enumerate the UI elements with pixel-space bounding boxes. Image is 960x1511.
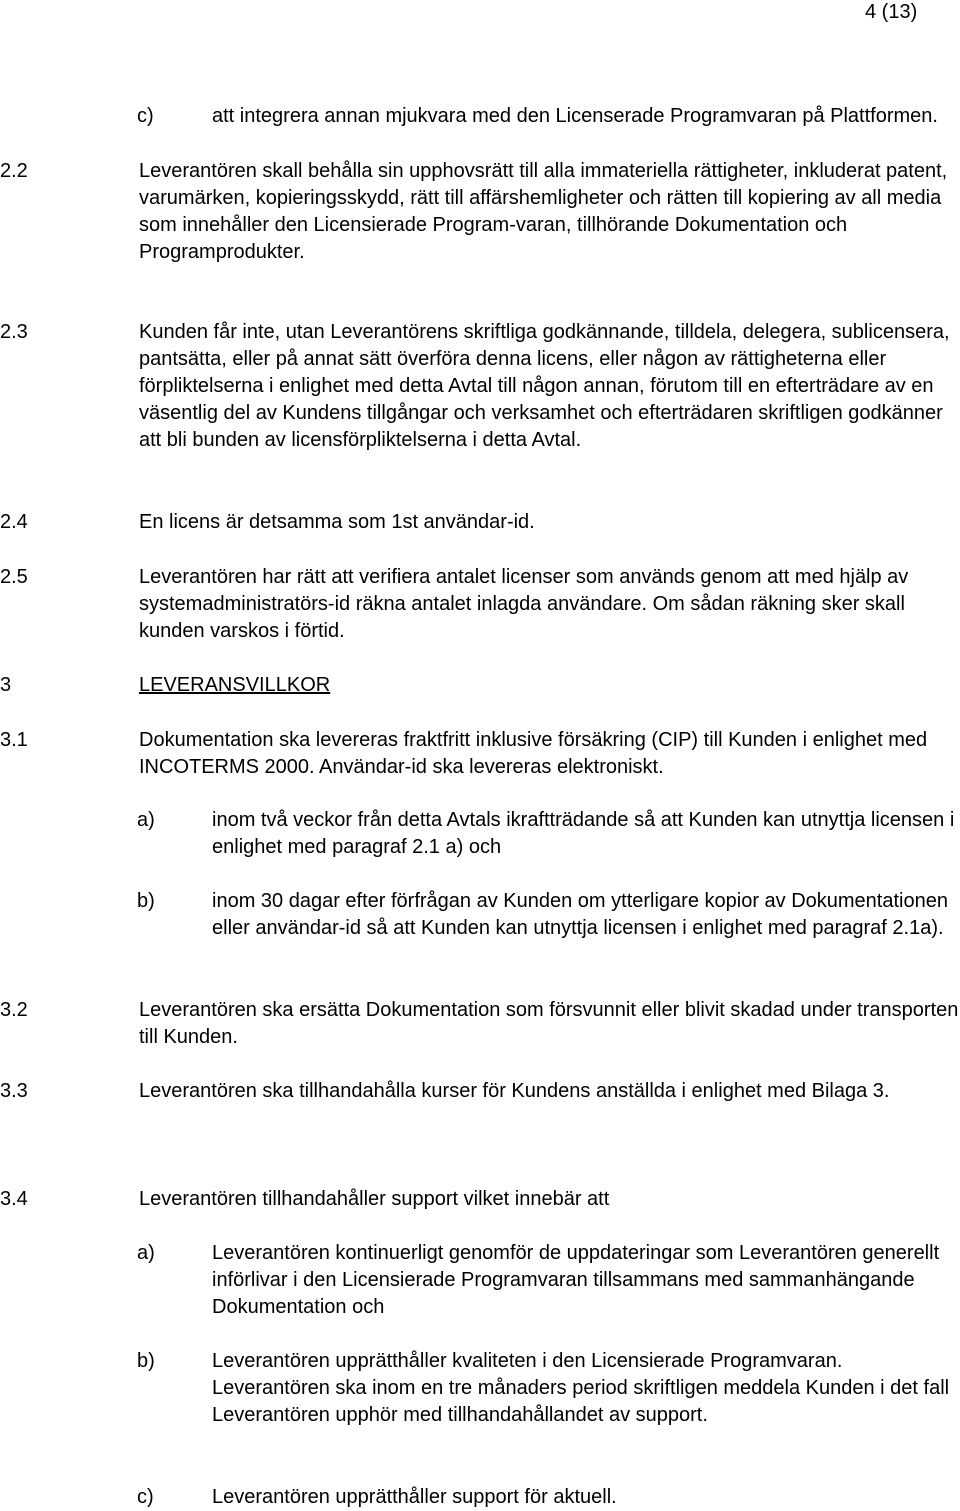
section-3-4 (0, 1186, 960, 1213)
item-text: Leverantören upprätthåller support för aktuell. (212, 1486, 617, 1508)
section-text: Leverantören ska ersätta Dokumentation som försvunnit eller blivit skadad under transporten till Kunden. (139, 999, 959, 1048)
list-item-sub (0, 1484, 960, 1511)
section-heading-3 (0, 672, 960, 699)
heading-title: LEVERANSVILLKOR (139, 674, 331, 696)
section-number: 2.2 (0, 160, 28, 182)
section-2-2 (0, 158, 960, 266)
section-text: Leverantören tillhandahåller support vilket innebär att (139, 1188, 610, 1210)
item-marker: c) (137, 1486, 154, 1508)
list-item-sub (0, 888, 960, 942)
item-marker: c) (137, 105, 154, 127)
section-3-2 (0, 997, 960, 1051)
item-marker: b) (137, 1350, 155, 1372)
section-number: 3.3 (0, 1080, 28, 1102)
list-item-sub (0, 1240, 960, 1321)
page-number: 4 (13) (865, 1, 918, 23)
heading-number: 3 (0, 674, 12, 696)
section-2-3 (0, 319, 960, 454)
item-text: inom två veckor från detta Avtals ikraftträdande så att Kunden kan utnyttja licensen i enlighet med paragraf 2.1 a) och (212, 809, 955, 858)
item-text: Leverantören upprätthåller kvaliteten i den Licensierade Programvaran. Leverantören ska inom en tre månaders period skriftligen meddela Kunden i det fall Leverantören upphör med tillhandahållandet av support. (212, 1350, 950, 1426)
section-number: 2.3 (0, 321, 28, 343)
item-text: inom 30 dagar efter förfrågan av Kunden om ytterligare kopior av Dokumentationen eller användar-id så att Kunden kan utnyttja licensen i enlighet med paragraf 2.1a). (212, 890, 948, 939)
section-number: 3.1 (0, 729, 28, 751)
section-text: Leverantören har rätt att verifiera antalet licenser som används genom att med hjälp av systemadministratörs-id räkna antalet inlagda användare. Om sådan räkning sker skall kunden varskos i förtid. (139, 566, 909, 642)
list-item-sub (0, 103, 960, 130)
section-number: 3.2 (0, 999, 28, 1021)
section-2-5 (0, 564, 960, 645)
section-3-1 (0, 727, 960, 781)
item-text: att integrera annan mjukvara med den Licenserade Programvaran på Plattformen. (212, 105, 938, 127)
section-text: Kunden får inte, utan Leverantörens skriftliga godkännande, tilldela, delegera, sublicensera, pantsätta, eller på annat sätt överföra denna licens, eller någon av rättigheterna eller förpliktelserna i enlighet med detta Avtal till någon annan, förutom till en efterträdare av en väsentlig del av Kundens tillgångar och verksamhet och efterträdaren skriftligen godkänner att bli bunden av licensförpliktelserna i detta Avtal. (139, 321, 950, 451)
section-text: Leverantören skall behålla sin upphovsrätt till alla immateriella rättigheter, inkluderat patent, varumärken, kopieringsskydd, rätt till affärshemligheter och rätten till kopiering av all media som innehåller den Licensierade Program-varan, tillhörande Dokumentation och Programprodukter. (139, 160, 948, 263)
item-marker: a) (137, 1242, 155, 1264)
section-text: En licens är detsamma som 1st användar-id. (139, 511, 535, 533)
item-marker: b) (137, 890, 155, 912)
section-2-4 (0, 509, 960, 536)
list-item-sub (0, 1348, 960, 1429)
section-3-3 (0, 1078, 960, 1105)
section-number: 2.4 (0, 511, 28, 533)
list-item-sub (0, 807, 960, 861)
section-text: Leverantören ska tillhandahålla kurser för Kundens anställda i enlighet med Bilaga 3. (139, 1080, 890, 1102)
item-marker: a) (137, 809, 155, 831)
section-text: Dokumentation ska levereras fraktfritt inklusive försäkring (CIP) till Kunden i enlighet med INCOTERMS 2000. Användar-id ska levereras elektroniskt. (139, 729, 928, 778)
section-number: 3.4 (0, 1188, 28, 1210)
section-number: 2.5 (0, 566, 28, 588)
item-text: Leverantören kontinuerligt genomför de uppdateringar som Leverantören generellt införlivar i den Licensierade Programvaran tillsammans med sammanhängande Dokumentation och (212, 1242, 940, 1318)
